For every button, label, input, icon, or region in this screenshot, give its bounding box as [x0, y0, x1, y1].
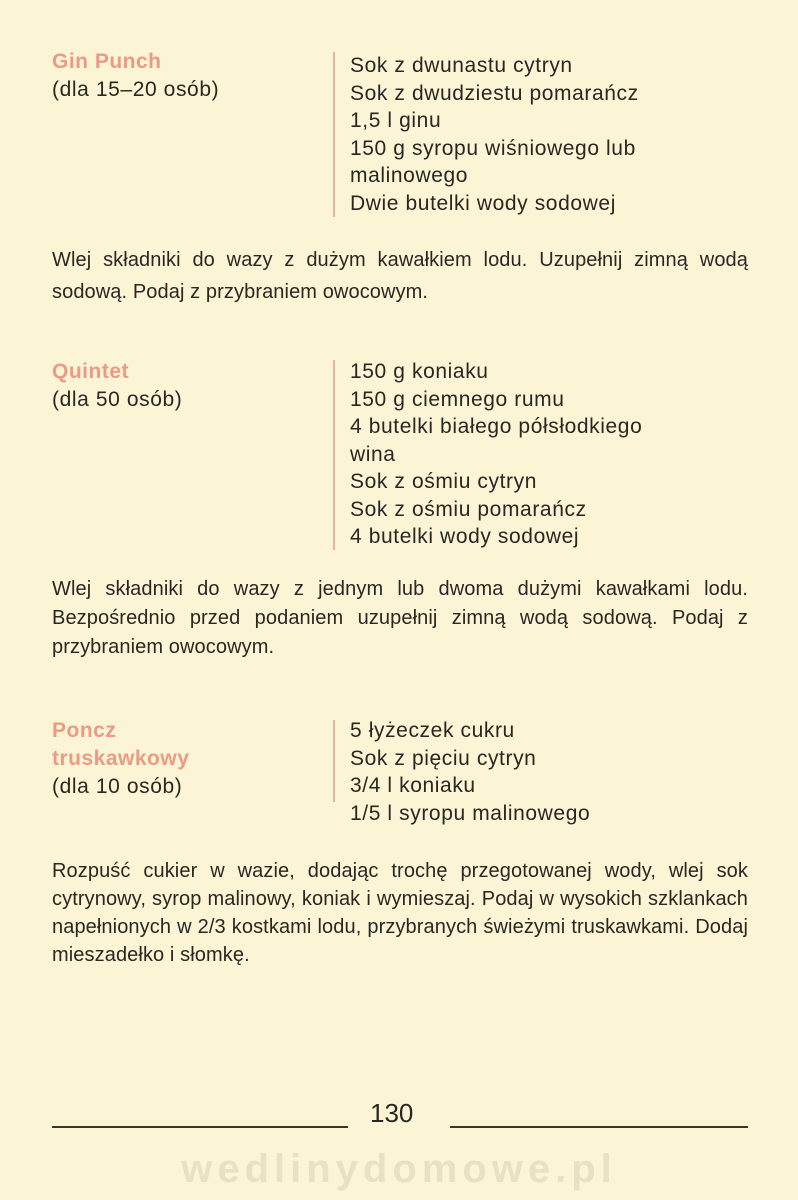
instructions: Rozpuść cukier w wazie, dodając trochę przegotowanej wody, wlej sok cytrynowy, syrop malinowy, koniak i wymieszaj. Podaj w wysokich szklankach napełnionych w 2/3 kostkami lodu, przybranych świeżymi truskawkami. Dodaj mieszadełko i słomkę. [52, 860, 748, 966]
ingredient-list [350, 717, 590, 827]
footer-rule-right [450, 1126, 748, 1128]
divider [333, 360, 335, 550]
recipe-title: Gin Punch [52, 50, 162, 73]
ingredient: Dwie butelki wody sodowej [350, 191, 616, 215]
ingredient: 4 butelki wody sodowej [350, 525, 580, 548]
instructions: Wlej składniki do wazy z jednym lub dwoma dużymi kawałkami lodu. Bezpośrednio przed podaniem uzupełnij zimną wodą sodową. Podaj z przybraniem owocowym. [52, 578, 748, 658]
divider [333, 52, 335, 217]
recipe-servings: (dla 15–20 osób) [52, 78, 220, 101]
divider [333, 720, 335, 802]
recipe-title: Poncz [52, 719, 117, 742]
recipe-servings: (dla 50 osób) [52, 388, 183, 411]
watermark: wedlinydomowe.pl [181, 1147, 617, 1191]
ingredient: Sok z dwunastu cytryn [350, 54, 573, 77]
ingredient: Sok z ośmiu pomarańcz [350, 497, 587, 521]
ingredient: Sok z ośmiu cytryn [350, 470, 538, 493]
instructions: Wlej składniki do wazy z dużym kawałkiem lodu. Uzupełnij zimną wodą sodową. Podaj z przybraniem owocowym. [52, 249, 748, 303]
footer-rule-left [52, 1126, 348, 1128]
ingredient: 1,5 l ginu [350, 109, 442, 132]
ingredient: 4 butelki białego półsłodkiego [350, 415, 643, 438]
ingredient-list [350, 52, 639, 217]
ingredient: wina [350, 442, 396, 466]
ingredient: 150 g koniaku [350, 360, 489, 383]
recipe-title-line2: truskawkowy [52, 747, 190, 770]
ingredient: 150 g syropu wiśniowego lub [350, 136, 636, 160]
ingredient: 1/5 l syropu malinowego [350, 801, 591, 825]
recipe-servings: (dla 10 osób) [52, 775, 183, 798]
ingredient: 150 g ciemnego rumu [350, 387, 565, 411]
ingredient: 3/4 l koniaku [350, 774, 476, 797]
recipe-title: Quintet [52, 360, 129, 383]
ingredient: 5 łyżeczek cukru [350, 719, 515, 742]
ingredient: Sok z dwudziestu pomarańcz [350, 81, 639, 105]
ingredient: malinowego [350, 164, 469, 187]
ingredient-list [350, 358, 642, 551]
ingredient: Sok z pięciu cytryn [350, 746, 537, 770]
page-number: 130 [370, 1098, 414, 1128]
